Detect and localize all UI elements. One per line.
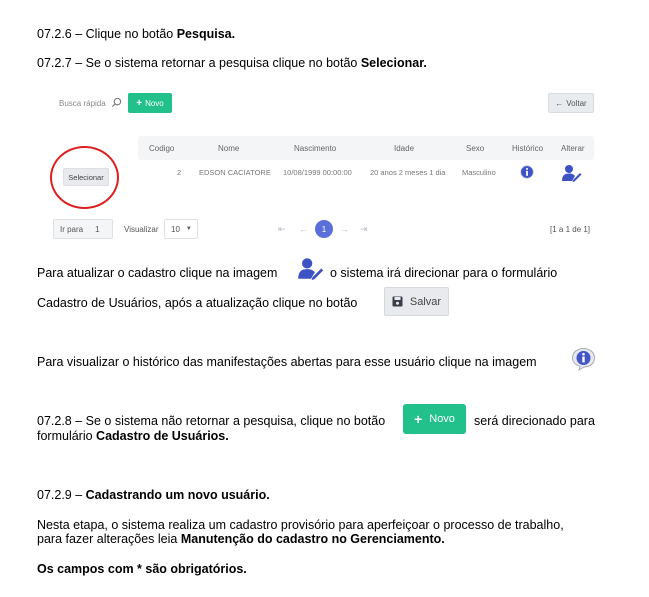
results-table [53,136,594,206]
floppy-disk-icon [392,296,403,307]
search-results-screenshot [53,85,606,245]
info-icon [571,347,596,371]
search-icon[interactable] [111,97,122,108]
cell-nascimento: 10/08/1999 00:00:00 [283,168,352,177]
edit-user-icon [298,257,324,280]
column-header: Sexo [466,144,485,153]
back-button[interactable] [548,93,594,113]
caret-down-icon: ▼ [185,226,192,232]
arrow-left-icon: ← [555,98,564,108]
goto-page-value: 1 [95,224,100,234]
step-07-2-8-line2 [37,429,229,444]
plus-icon: + [136,97,143,109]
text-part: Para atualizar o cadastro clique na imagem [37,266,278,280]
info-icon[interactable] [520,165,534,179]
text-part: será direcionado para [474,414,595,428]
text-part: 07.2.9 – [37,488,86,502]
step-bold: Pesquisa. [176,27,236,41]
column-header: Nome [218,144,240,153]
step-07-2-7 [37,56,427,71]
cell-idade: 20 anos 2 meses 1 dia [370,168,446,177]
text-part: o sistema irá direcionar para o formulário [330,266,558,280]
edit-user-icon[interactable] [562,164,582,182]
text-bold: Cadastro de Usuários. [96,429,229,443]
goto-page-label: Ir para [60,224,84,234]
prev-page-icon[interactable]: ← [299,224,308,234]
text-part: Os campos com * são obrigatórios. [37,562,247,576]
page-size-select[interactable] [164,219,198,239]
last-page-icon[interactable]: ⇥ [360,224,368,234]
search-input[interactable]: Busca rápida [59,98,106,108]
page-size-value: 10 [171,224,180,234]
history-instruction [37,355,537,370]
stage-description-line2 [37,532,445,547]
column-header: Nascimento [294,144,337,153]
text-part: Nesta etapa, o sistema realiza um cadastro provisório para aperfeiçoar o processo de trabalho, [37,518,564,532]
new-button [403,404,466,434]
next-page-icon[interactable]: → [340,224,349,234]
text-bold: Manutenção do cadastro no Gerenciamento. [180,532,445,546]
step-07-2-6 [37,27,235,42]
update-instruction-line1b [330,266,557,281]
text-bold: Cadastrando um novo usuário. [85,488,270,502]
text-part: formulário [37,429,97,443]
plus-icon: + [414,411,423,427]
new-button[interactable] [128,93,172,113]
step-07-2-8 [37,414,385,429]
step-07-2-9 [37,488,270,503]
step-bold: Selecionar. [360,56,427,70]
cell-sexo: Masculino [462,168,496,177]
new-button-label: Novo [429,413,455,425]
stage-description-line1 [37,518,564,533]
text-part: 07.2.8 – Se o sistema não retornar a pesquisa, clique no botão [37,414,386,428]
cell-codigo: 2 [177,168,182,177]
page-range: [1 a 1 de 1] [550,225,591,234]
step-text: 07.2.7 – Se o sistema retornar a pesquisa clique no botão [37,56,361,70]
update-instruction-line2 [37,296,357,311]
pagination-bar [53,219,594,241]
step-text: 07.2.6 – Clique no botão [37,27,177,41]
goto-page-field[interactable] [53,219,113,239]
required-fields-note [37,562,247,577]
step-07-2-8-continued [474,414,595,429]
save-button [384,287,449,316]
text-part: Para visualizar o histórico das manifestações abertas para esse usuário clique na imagem [37,355,537,369]
first-page-icon[interactable]: ⇤ [278,224,286,234]
select-button[interactable]: Selecionar [63,168,109,186]
column-header: Idade [394,144,415,153]
new-button-label: Novo [145,98,164,108]
back-button-label: Voltar [566,98,587,108]
column-header: Alterar [561,144,585,153]
update-instruction-line1 [37,266,277,281]
column-header: Histórico [512,144,544,153]
current-page[interactable]: 1 [315,220,333,238]
save-button-label: Salvar [409,295,442,308]
cell-nome: EDSON CACIATORE [199,168,271,177]
page-size-label: Visualizar [124,225,159,234]
text-part: para fazer alterações leia [37,532,181,546]
column-header: Codigo [149,144,175,153]
text-part: Cadastro de Usuários, após a atualização clique no botão [37,296,358,310]
